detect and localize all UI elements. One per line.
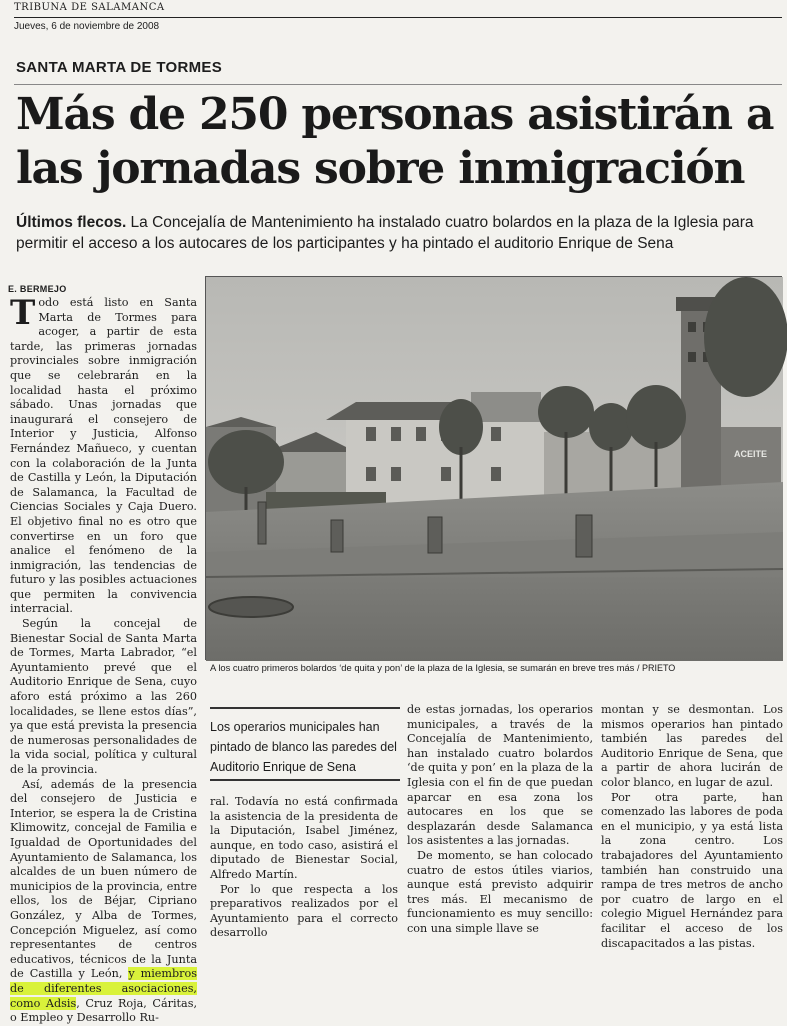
headline: Más de 250 personas asistirán a las jornadas sobre inmigración — [16, 89, 774, 194]
drop-cap: T — [10, 293, 36, 333]
paragraph-4-continued: de estas jornadas, los operarios municipales, a través de la Concejalía de Mantenimiento, han instalado cuatro bolardos ‘de quita y pon’ en la plaza de la Iglesia con el fin de que puedan aparcar en esa zona los autocares en los que se desplazarán desde Salamanca los asistentes a las jornadas. — [407, 703, 593, 848]
paragraph-2: Según la concejal de Bienestar Social de Santa Marta de Tormes, Marta Labrador, “el Ayuntamiento prevé que el Auditorio Enrique de Sena, cuyo aforo está próximo a las 260 localidades, se llene estos días”, ya que está prevista la presencia de numerosas personalidades de la vida social, política y cultural de la provincia. — [10, 617, 197, 776]
masthead-rule — [14, 17, 782, 18]
body-column-1 — [10, 293, 198, 1026]
pull-quote: Los operarios municipales han pintado de blanco las paredes del Auditorio Enrique de Sena — [210, 707, 400, 777]
photo-credit: / PRIETO — [636, 663, 676, 673]
caption-text: A los cuatro primeros bolardos ‘de quita y pon’ de la plaza de la Iglesia, se sumarán en breve tres más — [210, 662, 635, 673]
byline: E. BERMEJO — [8, 284, 67, 294]
paragraph-3-continued: ral. Todavía no está confirmada la asistencia de la presidenta de la Diputación, Isabel Jiménez, aunque, en todo caso, asistirá el diputado de Bienestar Social, Alfredo Martín. — [210, 795, 398, 881]
news-photo — [205, 276, 782, 660]
deck — [16, 212, 786, 254]
paragraph-4: Por lo que respecta a los preparativos realizados por el Ayuntamiento para el correcto desarrollo — [210, 882, 398, 940]
dateline: Jueves, 6 de noviembre de 2008 — [14, 21, 160, 32]
paragraph-1: Todo está listo en Santa Marta de Tormes para acoger, a partir de esta tarde, las primeras jornadas provinciales sobre inmigración que se celebrarán en la localidad hasta el próximo sábado. Unas jornadas que inaugurará el consejero de Interior y Justicia, Alfonso Fernández Mañueco, y cuentan con la colaboración de la Junta de Castilla y León, la Diputación de Salamanca, la Facultad de Ciencias Sociales y Caja Duero. El objetivo final no es otro que convertirse en un foro que analice el fenómeno de la inmigración, las tendencias de futuro y las posibles actuaciones que permiten la convivencia interracial. — [10, 293, 197, 616]
deck-text: La Concejalía de Mantenimiento ha instalado cuatro bolardos en la plaza de la Iglesia para permitir el acceso a los autocares de los participantes y ha pintado el auditorio Enrique de Sena — [16, 214, 754, 252]
section-label: SANTA MARTA DE TORMES — [16, 59, 223, 76]
paragraph-3: Así, además de la presencia del consejero de Justicia e Interior, se espera la de Cristina Klimowitz, concejal de Familia e Igualdad de Oportunidades del Ayuntamiento de Salamanca, los alcaldes de un buen número de municipios de la provincia, entre ellos, los de Béjar, Cipriano González, y Alba de Tormes, Concepción Miguelez, así como representantes de centros educativos, técnicos de la Junta de Castilla y León, y miembros de diferentes asociaciones, como Adsis, Cruz Roja, Cáritas, o Empleo y Desarrollo Ru- — [10, 777, 198, 1025]
body-column-4 — [601, 703, 783, 951]
highlighted-text: y miembros de diferentes asociaciones, como Adsis — [10, 967, 198, 1010]
paragraph-5: De momento, se han colocado cuatro de estos útiles viarios, aunque está previsto adquirir tres más. El mecanismo de funcionamiento es muy sencillo: con una simple llave se — [407, 848, 593, 935]
masthead: TRIBUNA DE SALAMANCA — [14, 2, 165, 13]
paragraph-5-continued: montan y se desmontan. Los mismos operarios han pintado también las paredes del Auditorio Enrique de Sena, que a partir de ahora lucirán de color blanco, en lugar de azul. — [601, 703, 783, 789]
plaza-photo-illustration — [206, 277, 783, 661]
pull-quote-rule — [210, 779, 400, 781]
deck-lead: Últimos flecos. — [16, 214, 127, 231]
section-rule — [14, 84, 782, 85]
paragraph-6: Por otra parte, han comenzado las labores de poda en el municipio, y ya está lista la zona centro. Los trabajadores del Ayuntamiento también han construido una rampa de tres metros de ancho por cuatro de largo en el colegio Miguel Hernández para facilitar el acceso de los discapacitados a las pistas. — [601, 790, 783, 950]
sign-text: ACEITE — [734, 449, 768, 459]
photo-caption — [210, 662, 782, 673]
body-column-3 — [407, 703, 593, 937]
body-column-2 — [210, 795, 398, 941]
